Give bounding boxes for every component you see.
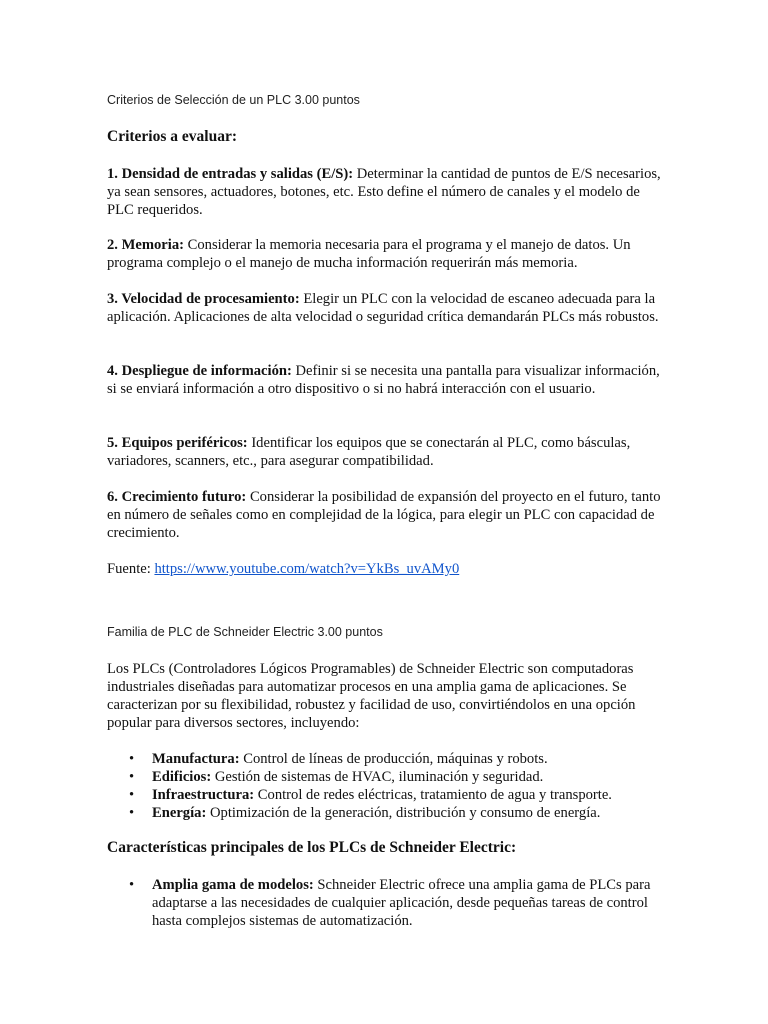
criterion-text: Definir si se necesita una pantalla para visualizar información, si se enviará información a otro dispositivo o si no habrá interacción con el usuario.	[107, 363, 660, 397]
criterion-paragraph-1	[107, 165, 667, 219]
criterion-title: 1. Densidad de entradas y salidas (E/S):	[107, 166, 354, 182]
bullet-glyph: •	[129, 805, 135, 821]
criterion-title: 2. Memoria:	[107, 237, 184, 253]
sector-text: Control de redes eléctricas, tratamiento de agua y transporte.	[254, 787, 612, 803]
sector-title: Manufactura:	[152, 751, 240, 767]
criterios-subheading: Criterios a evaluar:	[107, 128, 237, 145]
sector-title: Edificios:	[152, 769, 212, 785]
sector-text: Optimización de la generación, distribución y consumo de energía.	[206, 805, 601, 821]
criterion-text: Elegir un PLC con la velocidad de escaneo adecuada para la aplicación. Aplicaciones de alta velocidad o seguridad crítica demandarán PLCs más robustos.	[107, 291, 659, 325]
sector-title: Energía:	[152, 805, 207, 821]
features-heading: Características principales de los PLCs de Schneider Electric:	[107, 839, 517, 856]
feature-text: Schneider Electric ofrece una amplia gama de PLCs para adaptarse a las necesidades de cualquier aplicación, desde pequeñas tareas de control hasta complejos sistemas de automatización.	[152, 877, 651, 929]
sectors-list	[107, 750, 667, 822]
criterion-paragraph-2	[107, 236, 667, 272]
section-heading-criterios: Criterios de Selección de un PLC 3.00 puntos	[107, 93, 360, 107]
criterion-paragraph-4	[107, 362, 667, 398]
section-heading-familia: Familia de PLC de Schneider Electric 3.00 puntos	[107, 625, 383, 639]
sector-title: Infraestructura:	[152, 787, 255, 803]
list-item	[107, 768, 667, 786]
criterion-text: Considerar la memoria necesaria para el programa y el manejo de datos. Un programa complejo o el manejo de mucha información requerirán más memoria.	[107, 237, 631, 271]
criterion-paragraph-3	[107, 290, 667, 326]
bullet-glyph: •	[129, 787, 135, 803]
criterion-text: Considerar la posibilidad de expansión del proyecto en el futuro, tanto en número de señales como en complejidad de la lógica, para elegir un PLC con capacidad de crecimiento.	[107, 489, 661, 541]
criterion-paragraph-6	[107, 488, 667, 542]
list-item	[107, 786, 667, 804]
criterion-title: 5. Equipos periféricos:	[107, 435, 248, 451]
sector-text: Control de líneas de producción, máquinas y robots.	[239, 751, 548, 767]
bullet-glyph: •	[129, 751, 135, 767]
criterion-title: 6. Crecimiento futuro:	[107, 489, 247, 505]
bullet-glyph: •	[129, 877, 135, 893]
criterion-title: 4. Despliegue de información:	[107, 363, 292, 379]
feature-title: Amplia gama de modelos:	[152, 877, 314, 893]
criterion-text: Determinar la cantidad de puntos de E/S necesarios, ya sean sensores, actuadores, botones, etc. Esto define el número de canales y el modelo de PLC requeridos.	[107, 166, 661, 218]
source-line	[107, 560, 667, 578]
criterion-paragraph-5	[107, 434, 667, 470]
features-list	[107, 876, 667, 930]
intro-paragraph: Los PLCs (Controladores Lógicos Programables) de Schneider Electric son computadoras industriales diseñadas para automatizar procesos en una amplia gama de aplicaciones. Se caracterizan por su flexibilidad, robustez y facilidad de uso, convirtiéndolos en una opción popular para diversos sectores, incluyendo:	[107, 661, 636, 731]
criterion-text: Identificar los equipos que se conectarán al PLC, como básculas, variadores, scanners, etc., para asegurar compatibilidad.	[107, 435, 631, 469]
list-item	[107, 804, 667, 822]
list-item	[107, 876, 667, 930]
criterion-title: 3. Velocidad de procesamiento:	[107, 291, 300, 307]
sector-text: Gestión de sistemas de HVAC, iluminación y seguridad.	[211, 769, 544, 785]
source-label: Fuente:	[107, 561, 155, 577]
source-link[interactable]: https://www.youtube.com/watch?v=YkBs_uvAMy0	[154, 561, 460, 577]
list-item	[107, 750, 667, 768]
bullet-glyph: •	[129, 769, 135, 785]
